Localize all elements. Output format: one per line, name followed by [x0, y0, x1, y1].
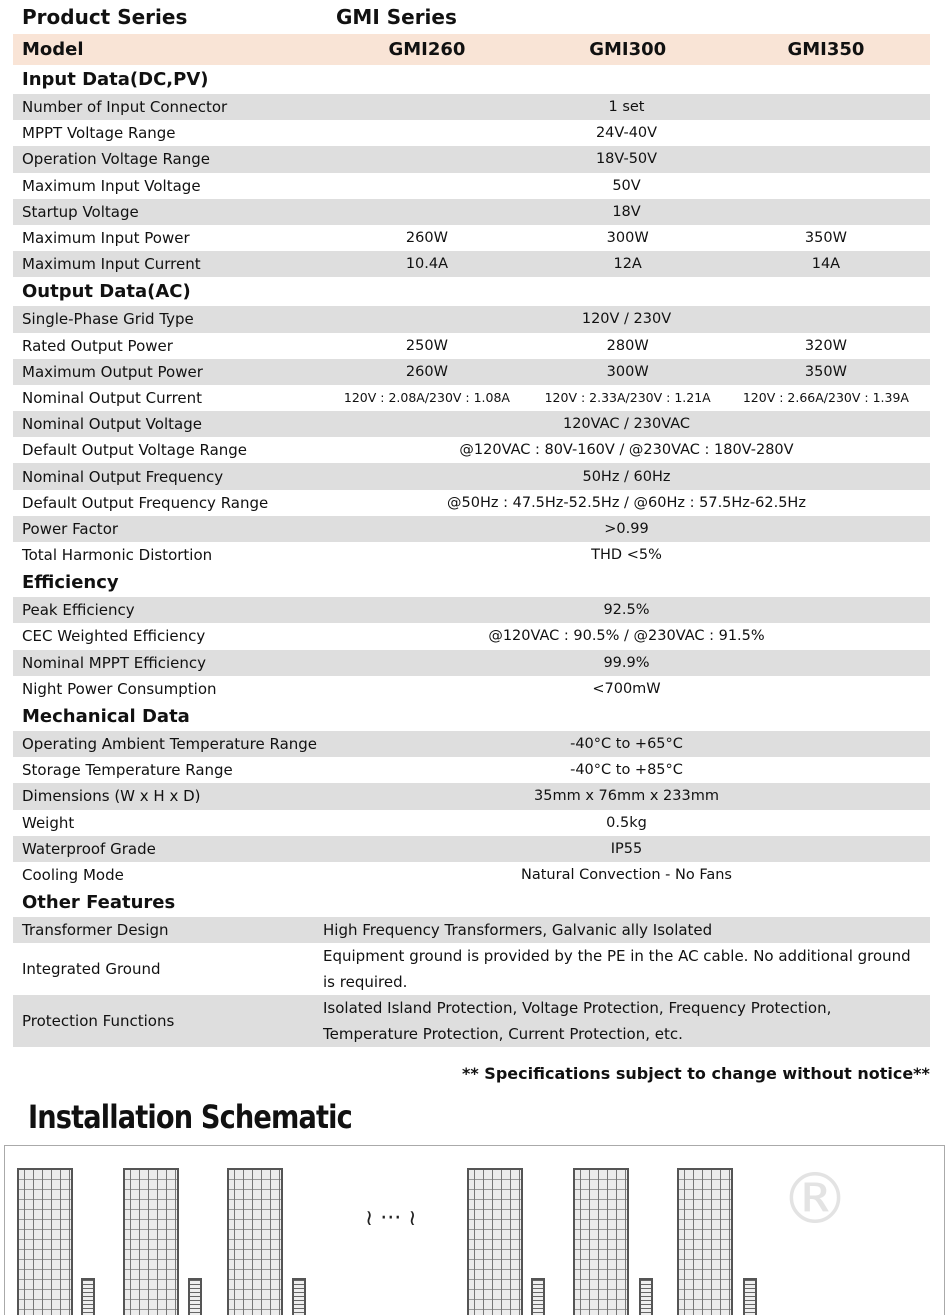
installation-title: Installation Schematic: [28, 1098, 352, 1136]
spec-value: 12A: [613, 256, 642, 273]
spec-value: 10.4A: [405, 256, 449, 273]
output-section-title: Output Data(AC): [22, 281, 191, 303]
spec-row: [13, 225, 930, 251]
product-series-row: [13, 0, 930, 34]
spec-row: [13, 173, 930, 199]
spec-label: Maximum Output Power: [22, 362, 203, 381]
spec-value: 35mm x 76mm x 233mm: [534, 788, 719, 805]
spec-label: Cooling Mode: [22, 865, 124, 884]
spec-label: Nominal Output Current: [22, 388, 203, 407]
spec-label: Waterproof Grade: [22, 839, 156, 858]
spec-value: 250W: [405, 337, 448, 354]
spec-value: -40°C to +85°C: [570, 762, 683, 779]
mechanical-section-title: Mechanical Data: [22, 705, 190, 727]
spec-value: 0.5kg: [606, 814, 647, 831]
spec-label: Maximum Input Current: [22, 255, 201, 274]
spec-value: @120VAC : 90.5% / @230VAC : 91.5%: [488, 628, 765, 645]
spec-label: Nominal Output Voltage: [22, 415, 202, 434]
spec-label: Nominal MPPT Efficiency: [22, 653, 207, 672]
spec-value: 18V-50V: [595, 151, 658, 168]
spec-value: 120V : 2.33A/230V : 1.21A: [544, 390, 711, 406]
spec-row: [13, 676, 930, 702]
solar-panel: [677, 1168, 733, 1315]
spec-label: Transformer Design: [22, 921, 169, 940]
spec-value: 99.9%: [603, 654, 650, 671]
input-section-title: Input Data(DC,PV): [22, 69, 209, 90]
spec-label: Operation Voltage Range: [22, 150, 210, 169]
spec-change-note: ** Specifications subject to change without notice**: [462, 1064, 930, 1083]
spec-row: [13, 333, 930, 359]
spec-row: [13, 251, 930, 277]
spec-value: 24V-40V: [595, 125, 658, 142]
spec-value: >0.99: [604, 520, 649, 537]
spec-label: Rated Output Power: [22, 336, 173, 355]
spec-value: 120V : 2.08A/230V : 1.08A: [343, 390, 510, 406]
spec-label: Operating Ambient Temperature Range: [22, 735, 318, 754]
spec-label: Dimensions (W x H x D): [22, 787, 201, 806]
spec-value: 50Hz / 60Hz: [582, 468, 671, 485]
spec-label: Integrated Ground: [22, 960, 161, 979]
spec-label: Protection Functions: [22, 1012, 175, 1031]
spec-label: Weight: [22, 813, 75, 832]
spec-row: [13, 490, 930, 516]
spec-row: [13, 385, 930, 411]
spec-value: 350W: [804, 230, 847, 247]
spec-row: [13, 146, 930, 172]
spec-label: Maximum Input Voltage: [22, 176, 201, 195]
solar-panel: [123, 1168, 179, 1315]
spec-label: Startup Voltage: [22, 202, 139, 221]
spec-value: 280W: [606, 337, 649, 354]
spec-value: 320W: [804, 337, 847, 354]
spec-label: Default Output Frequency Range: [22, 493, 269, 512]
spec-value: THD <5%: [591, 547, 662, 564]
spec-label: CEC Weighted Efficiency: [22, 627, 206, 646]
spec-description: Isolated Island Protection, Voltage Protection, Frequency Protection, Temperature Protection, Current Protection, etc.: [323, 999, 832, 1044]
spec-label: Peak Efficiency: [22, 601, 135, 620]
spec-row: [13, 463, 930, 489]
spec-row: [13, 810, 930, 836]
spec-value: <700mW: [592, 680, 661, 697]
model-gmi300: GMI300: [589, 39, 667, 60]
spec-value: 50V: [612, 177, 641, 194]
spec-value: 1 set: [608, 99, 645, 116]
spec-row: [13, 199, 930, 225]
spec-row: [13, 411, 930, 437]
model-gmi260: GMI260: [388, 39, 466, 60]
other-section-title: Other Features: [22, 892, 176, 914]
spec-value: 92.5%: [603, 602, 650, 619]
model-gmi350: GMI350: [787, 39, 865, 60]
spec-label: Single-Phase Grid Type: [22, 310, 194, 329]
spec-value: IP55: [610, 840, 643, 857]
product-series-value: GMI Series: [336, 5, 457, 29]
spec-value: 350W: [804, 363, 847, 380]
spec-value: 300W: [606, 363, 649, 380]
spec-label: Total Harmonic Distortion: [22, 546, 213, 565]
spec-label: Default Output Voltage Range: [22, 441, 248, 460]
spec-label: MPPT Voltage Range: [22, 124, 176, 143]
spec-row: [13, 917, 930, 943]
solar-panel: [573, 1168, 629, 1315]
spec-sections: [13, 65, 930, 1047]
model-row: [13, 34, 930, 65]
spec-row: [13, 120, 930, 146]
efficiency-section-title: Efficiency: [22, 572, 119, 594]
spec-row: [13, 862, 930, 888]
spec-row: [13, 943, 930, 995]
spec-row: [13, 306, 930, 332]
solar-panel: [227, 1168, 283, 1315]
microinverter: [81, 1278, 95, 1315]
spec-value: @50Hz : 47.5Hz-52.5Hz / @60Hz : 57.5Hz-62.5Hz: [447, 494, 806, 511]
spec-value: 18V: [612, 203, 641, 220]
spec-value: 260W: [405, 230, 448, 247]
spec-value: 120V / 230V: [581, 311, 672, 328]
product-series-label: Product Series: [22, 5, 188, 29]
spec-row: [13, 597, 930, 623]
microinverter: [639, 1278, 653, 1315]
spec-label: Maximum Input Power: [22, 229, 190, 248]
spec-label: Night Power Consumption: [22, 679, 217, 698]
microinverter: [743, 1278, 757, 1315]
spec-row: [13, 731, 930, 757]
spec-value: 14A: [811, 256, 841, 273]
spec-row: [13, 542, 930, 568]
spec-value: 300W: [606, 230, 649, 247]
spec-label: Storage Temperature Range: [22, 761, 233, 780]
spec-row: [13, 995, 930, 1047]
spec-row: [13, 757, 930, 783]
spec-value: 120VAC / 230VAC: [562, 416, 691, 433]
microinverter: [292, 1278, 306, 1315]
spec-row: [13, 516, 930, 542]
spec-sheet: [13, 0, 930, 1047]
solar-panel: [467, 1168, 523, 1315]
spec-value: -40°C to +65°C: [570, 736, 683, 753]
solar-panel: [17, 1168, 73, 1315]
spec-label: Nominal Output Frequency: [22, 467, 224, 486]
spec-description: Equipment ground is provided by the PE in the AC cable. No additional ground is required.: [323, 947, 911, 992]
installation-schematic: [4, 1145, 945, 1315]
spec-label: Power Factor: [22, 519, 119, 538]
spec-value: 120V : 2.66A/230V : 1.39A: [742, 390, 909, 406]
spec-label: Number of Input Connector: [22, 98, 228, 117]
microinverter: [188, 1278, 202, 1315]
spec-row: [13, 650, 930, 676]
spec-description: High Frequency Transformers, Galvanic ally Isolated: [323, 921, 713, 940]
spec-row: [13, 836, 930, 862]
spec-row: [13, 623, 930, 649]
spec-value: 260W: [405, 363, 448, 380]
spec-row: [13, 359, 930, 385]
registered-mark: ®: [780, 1158, 850, 1240]
spec-row: [13, 94, 930, 120]
spec-row: [13, 437, 930, 463]
microinverter: [531, 1278, 545, 1315]
continuation-ellipsis: ≀ ··· ≀: [365, 1206, 417, 1231]
model-label: Model: [22, 39, 84, 60]
spec-value: @120VAC : 80V-160V / @230VAC : 180V-280V: [459, 442, 794, 459]
spec-row: [13, 783, 930, 809]
spec-value: Natural Convection - No Fans: [521, 866, 732, 883]
